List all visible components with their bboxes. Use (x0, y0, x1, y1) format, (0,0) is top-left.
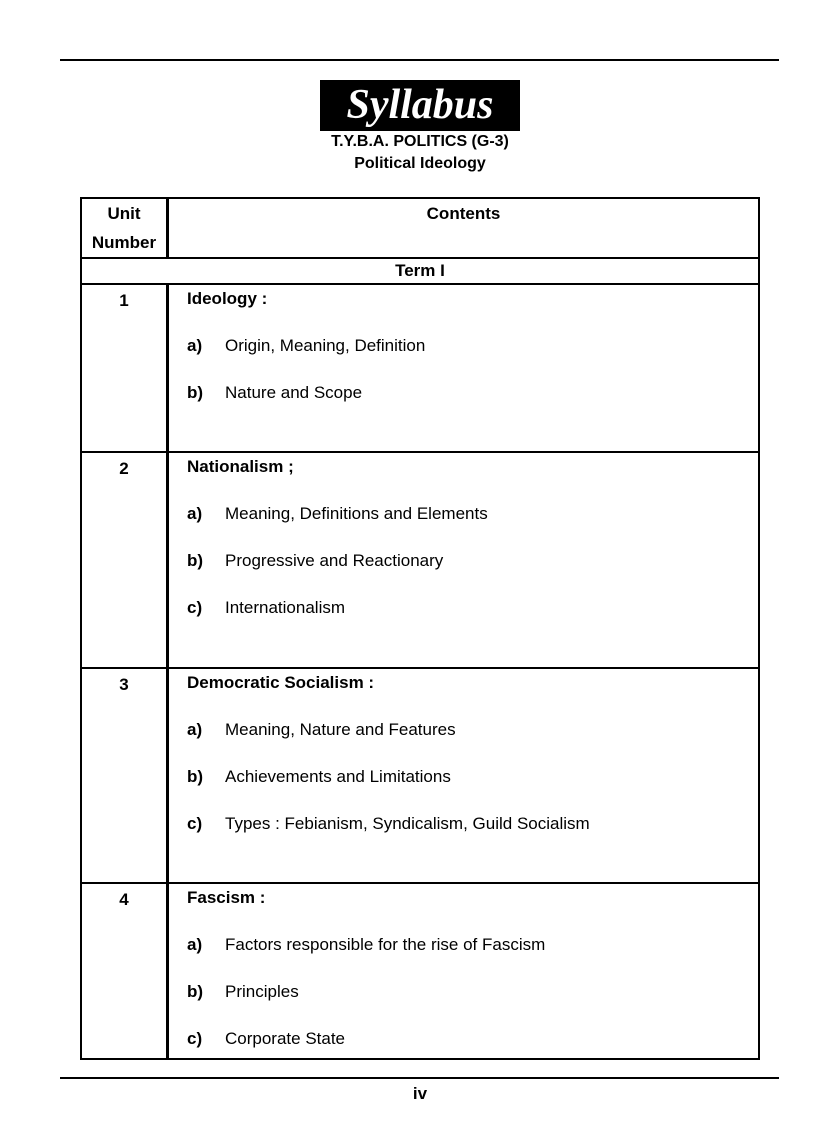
item-letter: b) (187, 982, 204, 1001)
table-row (81, 883, 759, 1059)
list-item (187, 1011, 758, 1058)
top-rule (60, 59, 779, 61)
item-letter: c) (187, 1029, 203, 1048)
item-text: Internationalism (225, 598, 346, 617)
unit-number: 4 (81, 883, 168, 1059)
unit-number: 2 (81, 452, 168, 668)
page-number: iv (412, 1084, 428, 1103)
term-label: Term I (81, 258, 759, 284)
unit-title: Nationalism ; (187, 457, 294, 476)
list-item (187, 702, 758, 749)
item-text: Types : Febianism, Syndicalism, Guild Socialism (225, 814, 590, 833)
unit-number: 1 (81, 284, 168, 452)
item-text: Progressive and Reactionary (225, 551, 444, 570)
term-row (81, 258, 759, 284)
item-text: Principles (225, 982, 299, 1001)
list-item (187, 318, 758, 365)
unit-header-line1: Unit (107, 204, 141, 223)
item-letter: c) (187, 814, 203, 833)
item-text: Achievements and Limitations (225, 767, 451, 786)
list-item (187, 796, 758, 843)
item-letter: a) (187, 504, 203, 523)
bottom-rule (60, 1077, 779, 1079)
unit-header-line2: Number (91, 233, 157, 252)
item-letter: b) (187, 767, 204, 786)
list-item (187, 365, 758, 412)
unit-contents (168, 284, 760, 452)
unit-contents (168, 668, 760, 883)
course-title: T.Y.B.A. POLITICS (G-3) (331, 133, 509, 150)
contents-header: Contents (168, 198, 760, 258)
item-letter: a) (187, 720, 203, 739)
item-letter: a) (187, 935, 203, 954)
item-letter: b) (187, 383, 204, 402)
syllabus-table (80, 197, 760, 1060)
unit-number-header (81, 198, 168, 258)
unit-title: Fascism : (187, 888, 266, 907)
table-row (81, 452, 759, 668)
subject-title: Political Ideology (354, 155, 486, 172)
item-text: Meaning, Nature and Features (225, 720, 456, 739)
table-header-row (81, 198, 759, 258)
item-letter: a) (187, 336, 203, 355)
list-item (187, 749, 758, 796)
item-letter: b) (187, 551, 204, 570)
unit-contents (168, 883, 760, 1059)
unit-title: Democratic Socialism : (187, 673, 375, 692)
list-item (187, 917, 758, 964)
table-row (81, 668, 759, 883)
unit-contents (168, 452, 760, 668)
item-text: Corporate State (225, 1029, 346, 1048)
table-row (81, 284, 759, 452)
item-letter: c) (187, 598, 203, 617)
item-text: Factors responsible for the rise of Fascism (225, 935, 546, 954)
list-item (187, 533, 758, 580)
unit-number: 3 (81, 668, 168, 883)
list-item (187, 486, 758, 533)
list-item (187, 964, 758, 1011)
item-text: Origin, Meaning, Definition (225, 336, 426, 355)
item-text: Nature and Scope (225, 383, 363, 402)
unit-title: Ideology : (187, 289, 268, 308)
syllabus-banner: Syllabus (320, 80, 520, 131)
item-text: Meaning, Definitions and Elements (225, 504, 488, 523)
list-item (187, 580, 758, 627)
